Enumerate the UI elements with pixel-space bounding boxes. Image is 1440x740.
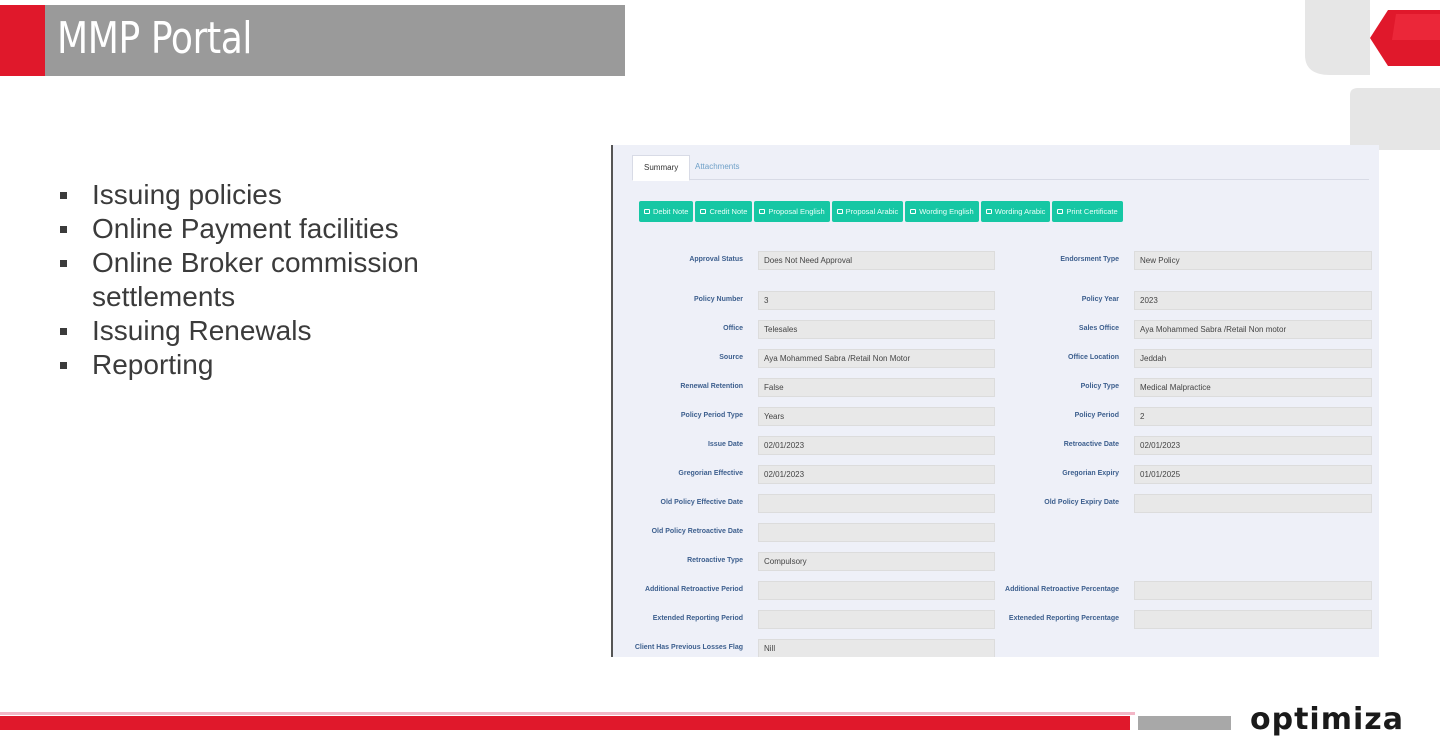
bullet-square-icon [60,260,67,267]
debit-note-button[interactable] [639,201,693,222]
deco-gray-shape [1305,0,1370,75]
wording-english-button[interactable] [905,201,978,222]
title-accent [0,5,45,76]
field-label: Policy Period Type [680,412,743,419]
bullet-item [58,178,478,212]
print-certificate-button[interactable] [1052,201,1122,222]
bullet-item [58,246,478,314]
portal-screenshot [611,145,1379,657]
field-label: Office Location [1068,354,1119,361]
bullet-text: Issuing Renewals [92,315,312,346]
button-label: Wording Arabic [994,207,1046,216]
title-banner [45,5,625,76]
footer-red-bar [0,716,1130,730]
bullet-square-icon [60,192,67,199]
bullet-item [58,212,478,246]
field-value-input[interactable]: False [758,378,995,397]
field-label: Old Policy Effective Date [660,499,743,506]
field-value-input[interactable] [758,494,995,513]
bullet-text: Issuing policies [92,179,282,210]
field-label: Old Policy Retroactive Date [651,528,743,535]
print-icon [986,209,992,214]
field-label: Issue Date [707,441,743,448]
deco-red-highlight [1392,14,1440,40]
field-value-input[interactable] [1134,610,1372,629]
field-value-input[interactable]: 02/01/2023 [758,465,995,484]
field-label: Renewal Retention [680,383,743,390]
field-label: Policy Number [693,296,743,303]
field-value-input[interactable]: Medical Malpractice [1134,378,1372,397]
field-value-input[interactable]: Aya Mohammed Sabra /Retail Non Motor [758,349,995,368]
print-icon [759,209,765,214]
field-value-input[interactable] [758,581,995,600]
field-label: Policy Type [1080,383,1119,390]
field-label: Source [719,354,743,361]
field-value-input[interactable] [758,610,995,629]
field-value-input[interactable]: Compulsory [758,552,995,571]
credit-note-button[interactable] [695,201,752,222]
field-label: Sales Office [1078,325,1119,332]
field-label: Gregorian Expiry [1062,470,1119,477]
print-icon [644,209,650,214]
tab-attachments[interactable]: Attachments [695,162,740,171]
slide-title: MMP Portal [57,13,253,64]
portal-tabs [632,155,1369,180]
field-label: Exteneded Reporting Percentage [1008,615,1119,622]
print-icon [910,209,916,214]
bullet-text: Reporting [92,349,214,380]
bullet-text: Online Broker commission settlements [92,247,419,312]
bullet-item [58,348,478,382]
field-label: Policy Period [1074,412,1119,419]
bullet-square-icon [60,226,67,233]
tab-summary[interactable]: Summary [632,155,690,181]
button-label: Proposal English [768,207,825,216]
field-value-input[interactable] [1134,494,1372,513]
optimiza-logo: optimiza [1250,702,1404,737]
button-label: Proposal Arabic [845,207,899,216]
field-value-input[interactable]: 2 [1134,407,1372,426]
field-label: Additional Retroactive Percentage [1005,586,1119,593]
field-value-input[interactable] [1134,581,1372,600]
deco-gray-shape-2 [1350,88,1440,150]
button-label: Wording English [919,207,974,216]
bullet-square-icon [60,362,67,369]
field-label: Office [723,325,743,332]
button-label: Credit Note [709,207,748,216]
field-value-input[interactable]: Does Not Need Approval [758,251,995,270]
print-button-row [639,201,1123,222]
field-value-input[interactable]: Nill [758,639,995,657]
field-label: Old Policy Expiry Date [1044,499,1119,506]
print-icon [837,209,843,214]
field-value-input[interactable]: 2023 [1134,291,1372,310]
button-label: Print Certificate [1066,207,1118,216]
field-label: Retroactive Date [1063,441,1119,448]
field-label: Policy Year [1081,296,1119,303]
field-label: Gregorian Effective [678,470,743,477]
field-value-input[interactable]: Jeddah [1134,349,1372,368]
field-value-input[interactable]: 02/01/2023 [758,436,995,455]
field-value-input[interactable]: Years [758,407,995,426]
proposal-arabic-button[interactable] [832,201,904,222]
print-icon [700,209,706,214]
field-value-input[interactable]: 01/01/2025 [1134,465,1372,484]
field-value-input[interactable] [758,523,995,542]
field-value-input[interactable]: New Policy [1134,251,1372,270]
footer-pink-line [0,712,1135,715]
footer-gray-bar [1138,716,1231,730]
field-value-input[interactable]: 02/01/2023 [1134,436,1372,455]
bullet-item [58,314,478,348]
field-label: Endorsment Type [1060,256,1119,263]
field-value-input[interactable]: 3 [758,291,995,310]
field-label: Retroactive Type [687,557,743,564]
print-icon [1057,209,1063,214]
field-label: Approval Status [689,256,743,263]
field-value-input[interactable]: Aya Mohammed Sabra /Retail Non motor [1134,320,1372,339]
bullet-text: Online Payment facilities [92,213,399,244]
bullet-square-icon [60,328,67,335]
field-label: Extended Reporting Period [652,615,743,622]
field-label: Additional Retroactive Period [644,586,743,593]
feature-bullet-list [58,178,478,382]
corner-decoration [1300,0,1440,150]
proposal-english-button[interactable] [754,201,829,222]
button-label: Debit Note [653,207,689,216]
field-label: Client Has Previous Losses Flag [634,644,743,651]
field-value-input[interactable]: Telesales [758,320,995,339]
wording-arabic-button[interactable] [981,201,1051,222]
